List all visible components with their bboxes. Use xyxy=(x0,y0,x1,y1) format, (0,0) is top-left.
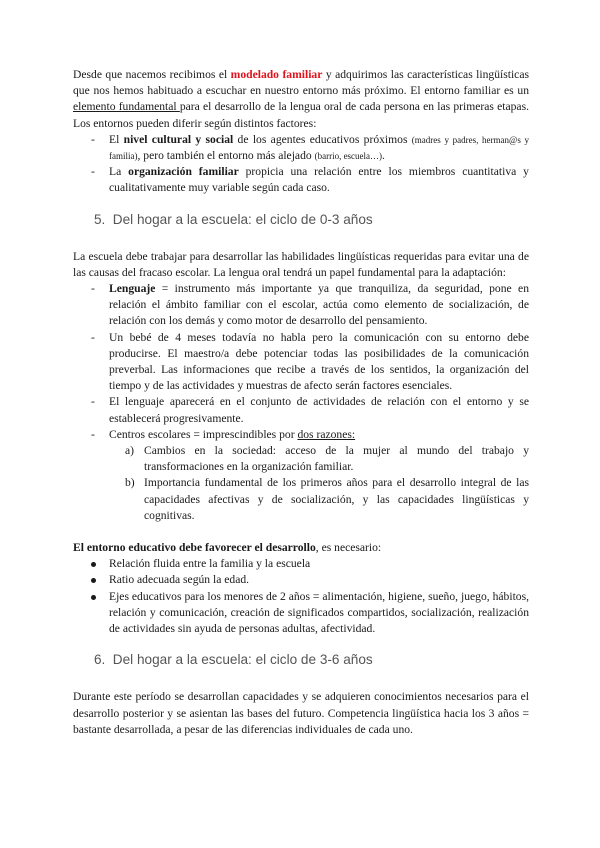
underlined-text: dos razones: xyxy=(297,427,356,441)
elemento-fundamental-underline: elemento fundamental xyxy=(73,100,180,114)
list-marker: b) xyxy=(125,476,135,490)
small-note: (barrio, escuela…) xyxy=(314,151,383,162)
bold-term: El entorno educativo debe favorecer el desarrollo xyxy=(73,541,316,555)
list-item: - Un bebé de 4 meses todavía no habla pero la comunicación con su entorno debe producirse. El maestro/a debe potenciar todas las posibilidades de la comunicación preverbal. Las informaciones que recibe a través de los sentidos, la organización del tiempo y de las actividades y muestras de afecto serán factores esenciales. xyxy=(73,330,529,395)
small-note: (madres y padres, herman@s y familia) xyxy=(109,134,530,162)
section-title: Del hogar a la escuela: el ciclo de 0-3 años xyxy=(112,211,373,227)
section-title: Del hogar a la escuela: el ciclo de 3-6 años xyxy=(112,652,373,668)
list-marker: a) xyxy=(125,444,135,458)
list-item: - Lenguaje = instrumento más importante ya que tranquiliza, da seguridad, pone en relación el ámbito familiar con el escolar, actúa como elemento de socialización, de relación con los demás y como motor de desarrollo del pensamiento. xyxy=(73,281,529,330)
modelado-familiar-highlight: modelado familiar xyxy=(230,68,323,81)
bold-term: Lenguaje xyxy=(109,282,156,296)
list-item: b) Importancia fundamental de los primeros años para el desarrollo integral de las capacidades afectivas y de socialización, y las capacidades lingüísticas y cognitivas. xyxy=(125,476,529,522)
list-item: - El lenguaje aparecerá en el conjunto de actividades de relación con el entorno y se establecerá progresivamente. xyxy=(73,394,529,426)
section-number: 6. xyxy=(94,652,106,668)
intro-text-3: para el desarrollo de la lengua oral de cada persona en las primeras etapas. Los entornos pueden diferir según distintos factores: xyxy=(73,100,529,130)
spacer xyxy=(73,524,529,540)
bold-term: nivel cultural y social xyxy=(123,132,234,146)
intro-factors-list xyxy=(73,132,529,197)
entorno-bullet-list xyxy=(73,556,529,637)
section-5-paragraph: La escuela debe trabajar para desarrollar las habilidades lingüísticas requeridas para evitar una de las causas del fracaso escolar. La lengua oral tendrá un papel fundamental para la adaptación: xyxy=(73,249,529,279)
list-item: Relación fluida entre la familia y la escuela xyxy=(73,556,529,572)
list-item: - Centros escolares = imprescindibles por dos razones: xyxy=(73,427,529,443)
section-5-heading xyxy=(94,211,529,229)
section-number: 5. xyxy=(94,211,106,227)
section-6-heading xyxy=(94,651,529,669)
list-item: a) Cambios en la sociedad: acceso de la mujer al mundo del trabajo y transformaciones en la organización familiar. xyxy=(125,444,529,474)
list-item: Ejes educativos para los menores de 2 años = alimentación, higiene, sueño, juego, hábitos, relación y comunicación, creación de significados compartidos, socialización, realización de actividades sin ayuda de personas adultas, afectividad. xyxy=(73,589,529,638)
page-content xyxy=(73,67,529,738)
bold-term: organización familiar xyxy=(128,165,239,179)
intro-paragraph xyxy=(73,67,529,132)
section-5-list xyxy=(73,281,529,443)
list-item: - La organización familiar propicia una relación entre los miembros cuantitativa y cualitativamente muy variable según cada caso. xyxy=(73,164,529,196)
intro-text-1: Desde que nacemos recibimos el xyxy=(73,68,231,81)
reasons-list xyxy=(109,443,529,524)
intro-text-2: y adquirimos las características lingüísticas que nos hemos habituado a escuchar en nuestro entorno más próximo. El entorno familiar es un xyxy=(73,68,529,98)
list-item: - El nivel cultural y social de los agentes educativos próximos (madres y padres, herman@s y familia), pero también el entorno más alejado (barrio, escuela…). xyxy=(73,132,529,164)
entorno-paragraph: El entorno educativo debe favorecer el desarrollo, es necesario: xyxy=(73,541,382,555)
section-6-paragraph: Durante este período se desarrollan capacidades y se adquieren conocimientos necesarios para el desarrollo posterior y se asientan las bases del futuro. Competencia lingüística hacia los 3 años = bastante desarrollada, a pesar de las diferencias individuales de cada uno. xyxy=(73,690,529,736)
list-item: Ratio adecuada según la edad. xyxy=(73,572,529,588)
